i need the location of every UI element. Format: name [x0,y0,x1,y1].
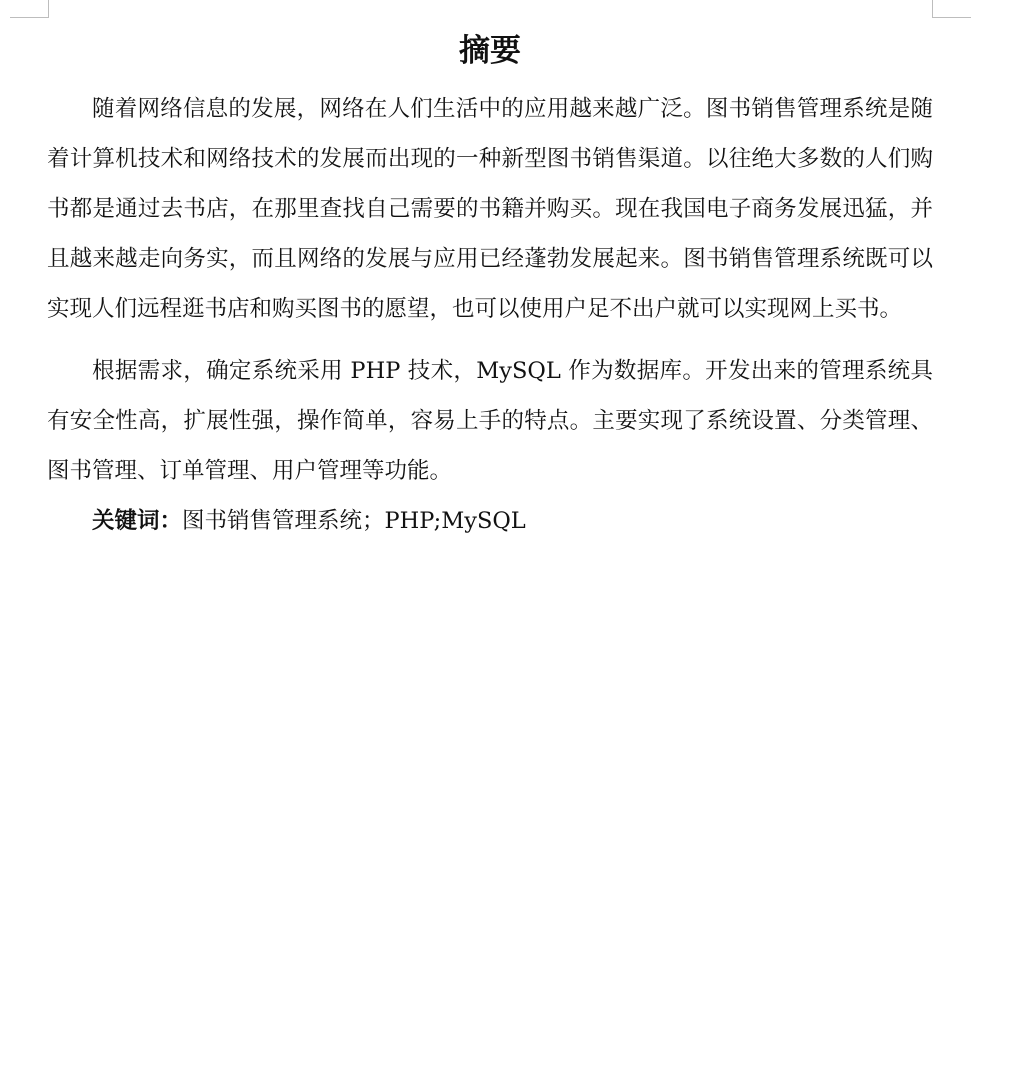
abstract-section [47,26,933,546]
top-left-crop-mark [10,0,49,18]
keywords-line [47,496,933,546]
abstract-paragraph-1: 随着网络信息的发展，网络在人们生活中的应用越来越广泛。图书销售管理系统是随着计算机技术和网络技术的发展而出现的一种新型图书销售渠道。以往绝大多数的人们购书都是通过去书店，在那里查找自己需要的书籍并购买。现在我国电子商务发展迅猛，并且越来越走向务实，而且网络的发展与应用已经蓬勃发展起来。图书销售管理系统既可以实现人们远程逛书店和购买图书的愿望，也可以使用户足不出户就可以实现网上买书。 [47,96,933,322]
keywords-label: 关键词： [92,508,183,534]
top-right-crop-mark [932,0,971,18]
abstract-paragraph-2: 根据需求，确定系统采用 PHP 技术，MySQL 作为数据库。开发出来的管理系统具有安全性高，扩展性强，操作简单，容易上手的特点。主要实现了系统设置、分类管理、图书管理、订单管理、用户管理等功能。 [47,358,933,484]
keywords-value: 图书销售管理系统；PHP;MySQL [182,508,526,534]
abstract-title: 摘要 [459,33,521,69]
